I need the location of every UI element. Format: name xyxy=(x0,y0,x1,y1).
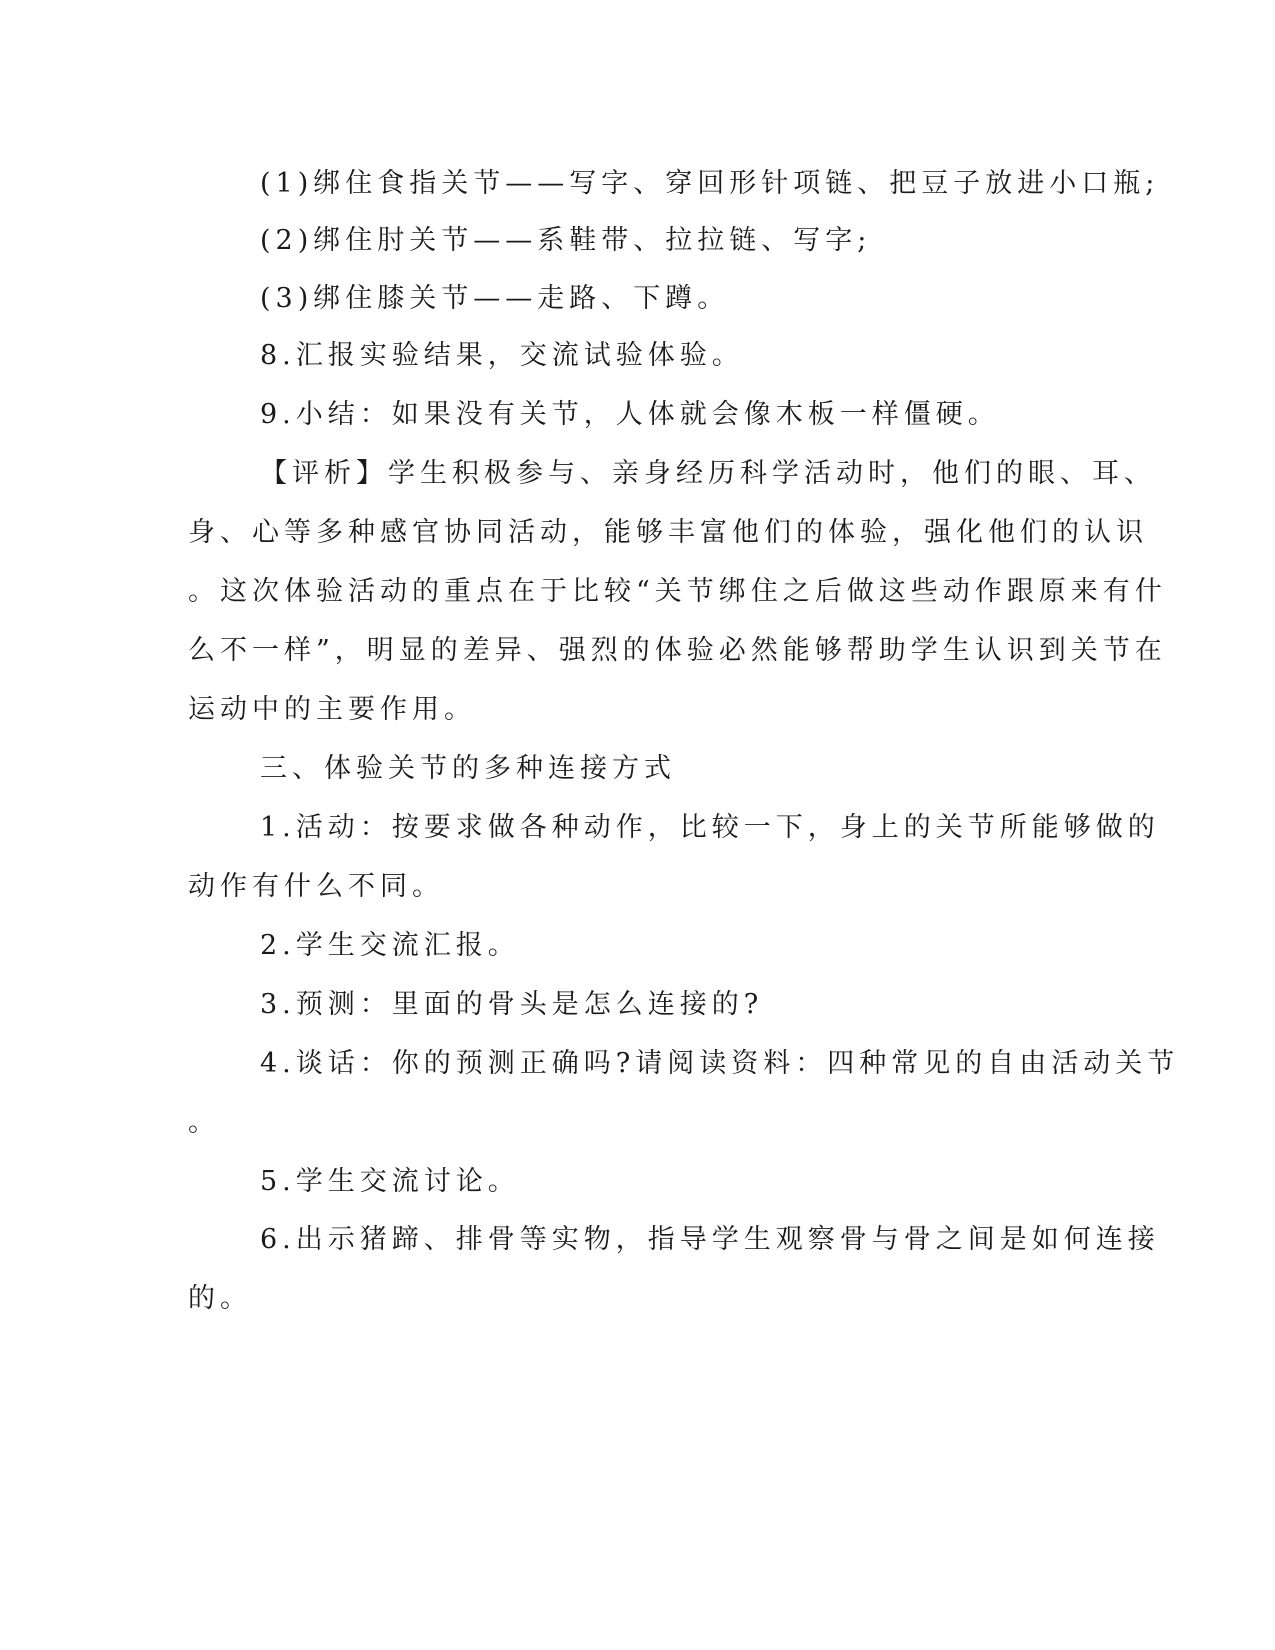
paragraph-line-20: 的。 xyxy=(188,1283,252,1314)
paragraph-line-4: 8.汇报实验结果，交流试验体验。 xyxy=(260,340,744,371)
paragraph-line-13: 动作有什么不同。 xyxy=(188,871,444,902)
paragraph-line-2: (2)绑住肘关节——系鞋带、拉拉链、写字; xyxy=(260,225,872,256)
paragraph-line-8: 。这次体验活动的重点在于比较“关节绑住之后做这些动作跟原来有什 xyxy=(188,576,1167,607)
paragraph-line-10: 运动中的主要作用。 xyxy=(188,694,476,725)
paragraph-line-9: 么不一样”，明显的差异、强烈的体验必然能够帮助学生认识到关节在 xyxy=(188,635,1167,666)
paragraph-line-5: 9.小结：如果没有关节，人体就会像木板一样僵硬。 xyxy=(260,399,1000,430)
paragraph-line-15: 3.预测：里面的骨头是怎么连接的? xyxy=(260,989,764,1020)
paragraph-line-1: (1)绑住食指关节——写字、穿回形针项链、把豆子放进小口瓶; xyxy=(260,168,1160,199)
paragraph-line-6: 【评析】学生积极参与、亲身经历科学活动时，他们的眼、耳、 xyxy=(260,458,1156,489)
paragraph-line-7: 身、心等多种感官协同活动，能够丰富他们的体验，强化他们的认识 xyxy=(188,517,1148,548)
paragraph-line-3: (3)绑住膝关节——走路、下蹲。 xyxy=(260,283,730,314)
paragraph-line-18: 5.学生交流讨论。 xyxy=(260,1166,520,1197)
paragraph-line-17: 。 xyxy=(188,1107,220,1138)
paragraph-line-19: 6.出示猪蹄、排骨等实物，指导学生观察骨与骨之间是如何连接 xyxy=(260,1224,1160,1255)
paragraph-line-12: 1.活动：按要求做各种动作，比较一下，身上的关节所能够做的 xyxy=(260,812,1160,843)
paragraph-line-14: 2.学生交流汇报。 xyxy=(260,930,520,961)
section-heading: 三、体验关节的多种连接方式 xyxy=(260,753,676,784)
paragraph-line-16: 4.谈话：你的预测正确吗?请阅读资料：四种常见的自由活动关节 xyxy=(260,1048,1180,1079)
